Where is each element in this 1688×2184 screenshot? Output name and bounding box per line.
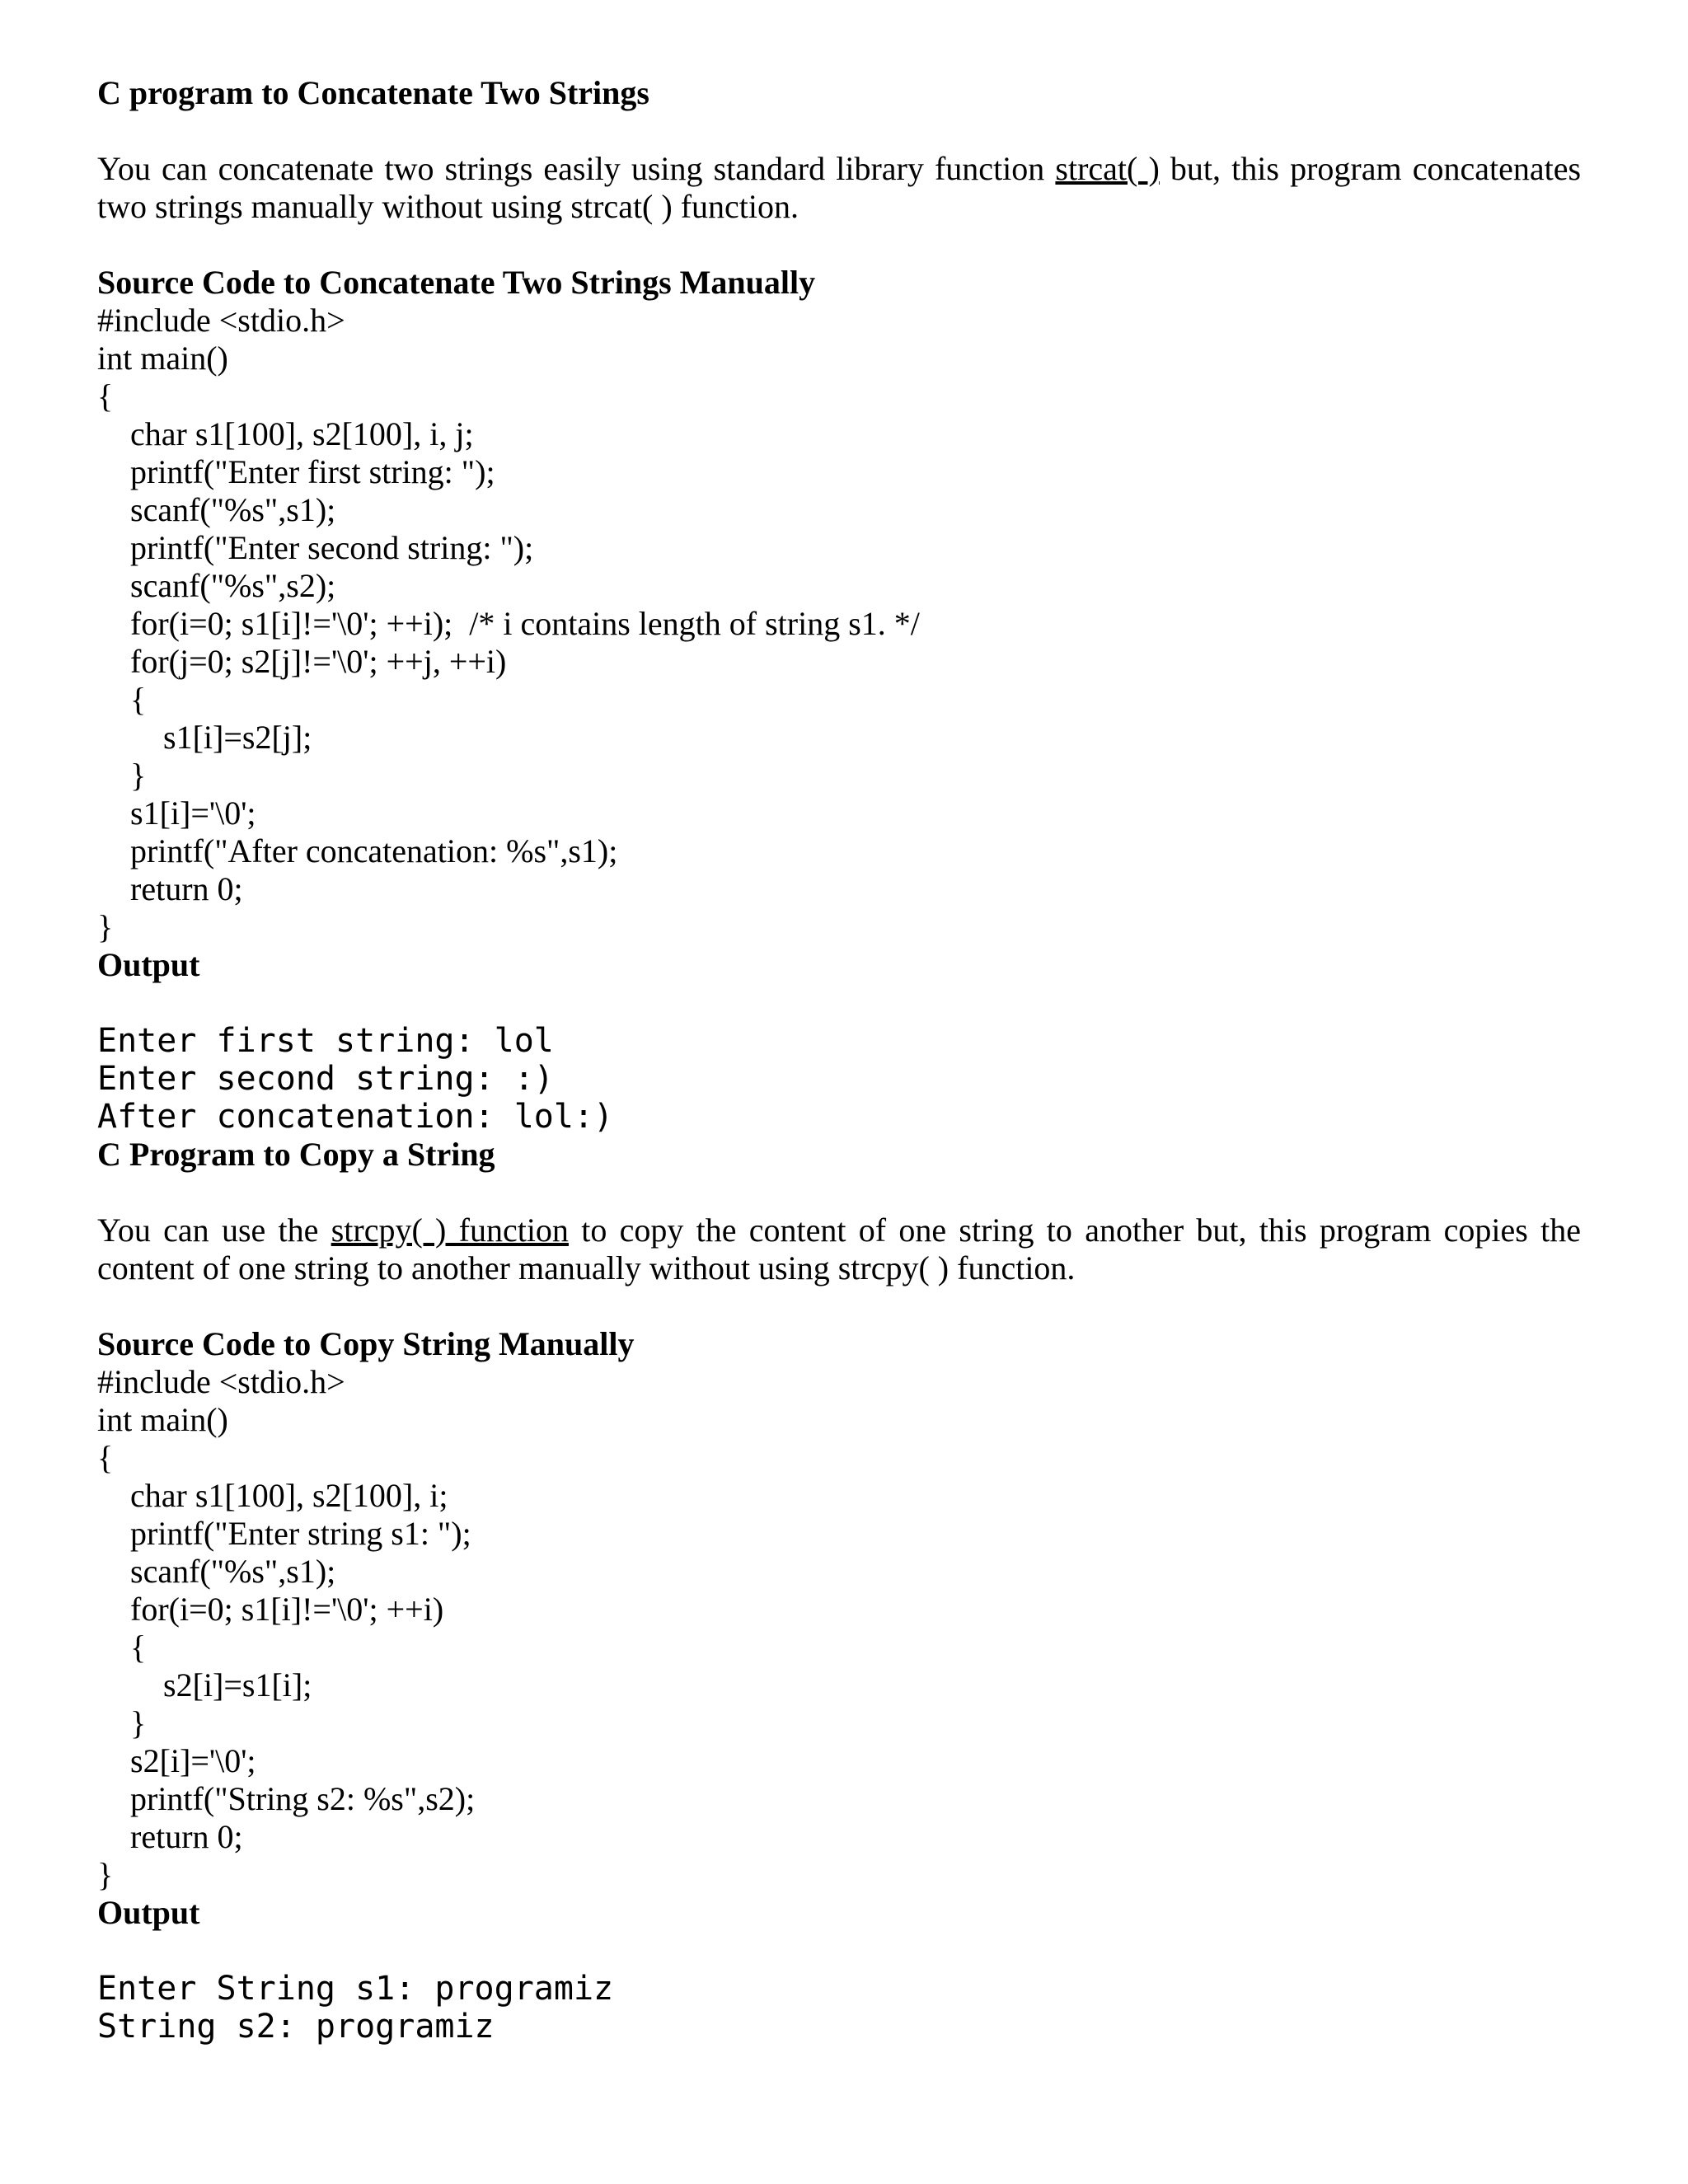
section1-intro <box>97 150 1581 226</box>
section1-output-block: Enter first string: lol Enter second string: :) After concatenation: lol:) <box>97 1022 614 1136</box>
section2-code-block: #include <stdio.h> int main() { char s1[100], s2[100], i; printf("Enter string s1: "); scanf("%s",s1); for(i=0; s1[i]!='\0'; ++i) { s2[i]=s1[i]; } s2[i]='\0'; printf("String s2: %s",s2); return 0; } <box>97 1363 476 1893</box>
section1-source-heading: Source Code to Concatenate Two Strings Manually <box>97 264 816 301</box>
spacer <box>97 1174 1581 1212</box>
section1-intro-text-end: but, this program concatenates two strings manually without using strcat( ) function. <box>97 150 1582 225</box>
section1-code-block: #include <stdio.h> int main() { char s1[100], s2[100], i, j; printf("Enter first string: "); scanf("%s",s1); printf("Enter second string: "); scanf("%s",s2); for(i=0; s1[i]!='\0'; ++i); /* i contains length of string s1. */ for(j=0; s2[j]!='\0'; ++j, ++i) { s1[i]=s2[j]; } s1[i]='\0'; printf("After concatenation: %s",s1); return 0; } <box>97 302 920 945</box>
section2-intro-text: You can use the <box>97 1212 331 1249</box>
spacer <box>97 1287 1581 1325</box>
strcat-link[interactable]: strcat( ) <box>1055 150 1160 187</box>
section2-output-block: Enter String s1: programiz String s2: programiz <box>97 1970 614 2046</box>
section2-intro <box>97 1212 1581 1287</box>
spacer <box>97 112 1581 150</box>
section2-output-heading: Output <box>97 1894 200 1931</box>
section1-intro-text: You can concatenate two strings easily using standard library function <box>97 150 1056 187</box>
spacer <box>97 984 1581 1022</box>
section1-output-heading: Output <box>97 946 200 983</box>
section2-title: C Program to Copy a String <box>97 1136 495 1173</box>
spacer <box>97 1932 1581 1970</box>
document-page <box>97 74 1581 2046</box>
section2-intro-text-end: to copy the content of one string to another but, this program copies the content of one string to another manually without using strcpy( ) function. <box>97 1212 1581 1286</box>
section2-source-heading: Source Code to Copy String Manually <box>97 1325 635 1362</box>
section1-title: C program to Concatenate Two Strings <box>97 74 649 111</box>
spacer <box>97 226 1581 264</box>
strcpy-link[interactable]: strcpy( ) function <box>331 1212 569 1249</box>
